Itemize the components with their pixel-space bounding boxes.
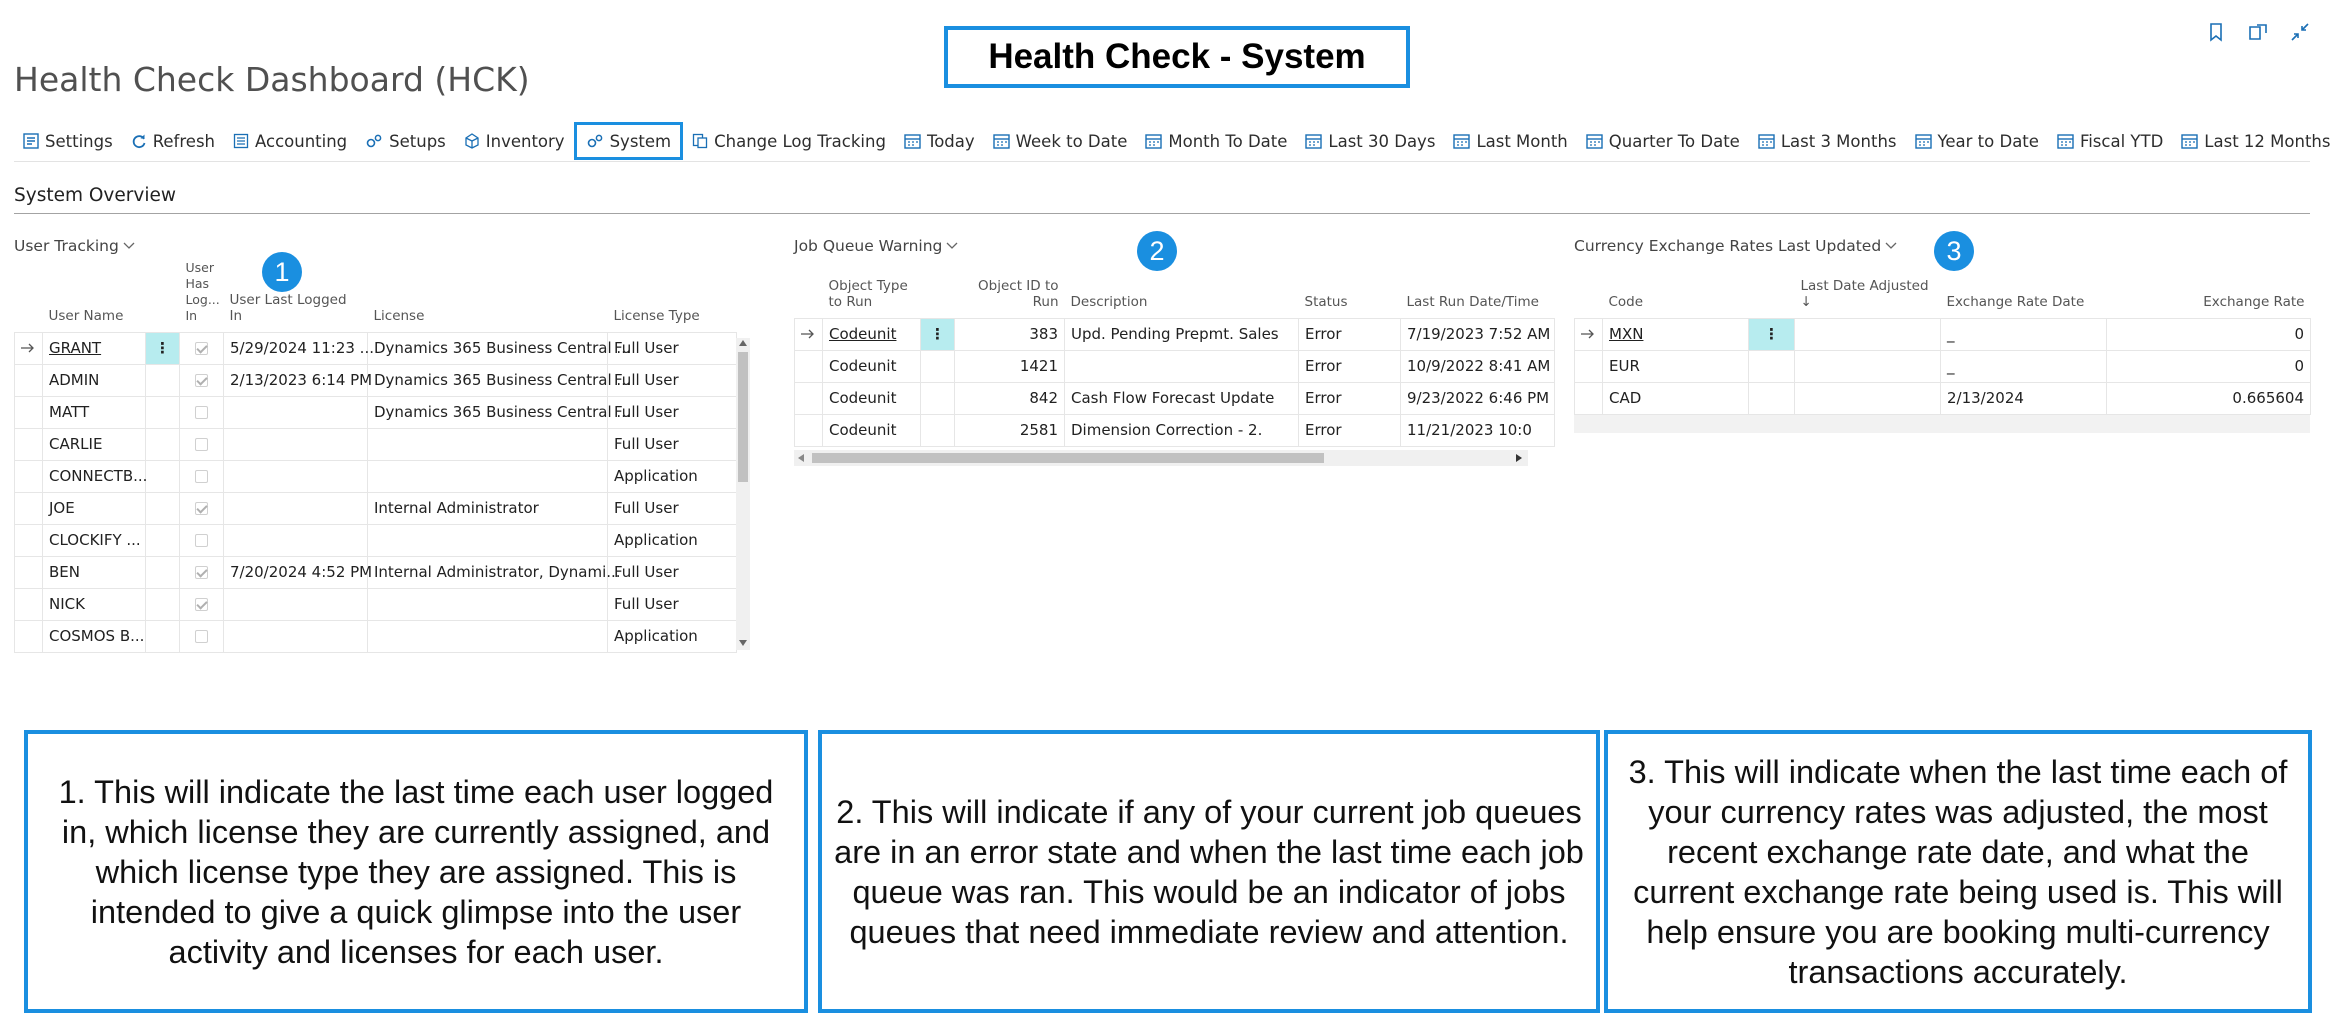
row-actions-cell (146, 396, 180, 428)
bookmark-icon[interactable] (2206, 22, 2226, 42)
table-row[interactable] (15, 524, 737, 556)
job-queue-scrollbar[interactable] (794, 450, 1528, 466)
action-setups[interactable] (356, 122, 455, 160)
arrow-right-icon (21, 343, 35, 353)
action-week-to-date[interactable] (984, 122, 1137, 160)
user-name-cell[interactable] (43, 332, 146, 364)
exchange-rate-date-cell[interactable]: _ (1941, 350, 2107, 382)
table-row[interactable] (15, 428, 737, 460)
more-options-icon: ⋮ (930, 325, 945, 343)
change-log-icon (692, 133, 708, 149)
row-actions-cell (146, 460, 180, 492)
object-type-cell[interactable] (823, 350, 921, 382)
row-actions-cell (146, 588, 180, 620)
calendar-icon (1145, 133, 1162, 149)
currency-code: CAD (1609, 389, 1642, 407)
license-cell: Dynamics 365 Business Central ... (368, 396, 608, 428)
row-actions-cell (146, 556, 180, 588)
row-indicator[interactable] (1575, 350, 1603, 382)
inventory-icon (464, 133, 480, 149)
row-actions-cell (146, 364, 180, 396)
table-row[interactable] (15, 556, 737, 588)
user-name-cell[interactable] (43, 396, 146, 428)
description-cell (1065, 350, 1299, 382)
has-logged-in-cell (180, 460, 224, 492)
action-settings[interactable] (14, 122, 122, 160)
action-label: Last 12 Months (2204, 131, 2331, 151)
action-label: Last 30 Days (1328, 131, 1436, 151)
user-name: CARLIE (49, 435, 103, 453)
table-row[interactable] (15, 364, 737, 396)
table-row[interactable] (15, 492, 737, 524)
row-actions-button[interactable] (1749, 318, 1795, 350)
accounting-icon (233, 133, 249, 149)
status-cell: Error (1299, 350, 1401, 382)
col-last-run[interactable]: Last Run Date/Time (1406, 293, 1539, 310)
license-cell: Internal Administrator, Dynami... (368, 556, 608, 588)
last-logged-in-cell: 2/13/2023 6:14 PM (224, 364, 368, 396)
user-name-cell[interactable] (43, 620, 146, 652)
row-indicator[interactable] (795, 350, 823, 382)
user-name-cell[interactable] (43, 524, 146, 556)
last-logged-in-cell (224, 492, 368, 524)
table-row[interactable] (1575, 318, 2311, 350)
object-type-cell[interactable] (823, 382, 921, 414)
action-label: Month To Date (1168, 131, 1288, 151)
last-logged-in-cell (224, 620, 368, 652)
action-label: Change Log Tracking (714, 131, 886, 151)
badge-3: 3 (1934, 231, 1974, 271)
table-row[interactable] (795, 318, 1555, 350)
chevron-down-icon (123, 242, 135, 250)
last-logged-in-cell: 7/20/2024 4:52 PM (224, 556, 368, 588)
calendar-icon (993, 133, 1010, 149)
row-indicator[interactable] (15, 364, 43, 396)
action-bar-divider (14, 161, 2310, 162)
currency-caption[interactable] (1574, 237, 1897, 255)
action-month-to-date[interactable] (1136, 122, 1296, 160)
setups-icon (365, 133, 383, 149)
user-name-cell[interactable] (43, 428, 146, 460)
page-title: Health Check Dashboard (HCK) (14, 60, 530, 99)
object-type: Codeunit (829, 357, 897, 375)
more-options-icon: ⋮ (1764, 325, 1779, 343)
table-row[interactable] (1575, 382, 2311, 414)
table-row[interactable] (1575, 350, 2311, 382)
user-name: NICK (49, 595, 85, 613)
user-name-cell[interactable] (43, 556, 146, 588)
license-type-cell: Full User (608, 492, 737, 524)
object-type-cell[interactable] (823, 414, 921, 446)
exchange-rate-date-cell[interactable]: 2/13/2024 (1941, 382, 2107, 414)
action-label: System (609, 131, 672, 151)
action-bar (14, 122, 2339, 160)
table-row[interactable] (15, 332, 737, 364)
currency-code: EUR (1609, 357, 1640, 375)
user-name-cell[interactable] (43, 364, 146, 396)
user-name: CLOCKIFY ... (49, 531, 141, 549)
license-type-cell: Full User (608, 428, 737, 460)
row-indicator[interactable] (1575, 318, 1603, 350)
last-date-adjusted-cell (1795, 350, 1941, 382)
action-change-log-tracking[interactable] (683, 122, 895, 160)
status-cell: Error (1299, 318, 1401, 350)
row-actions-cell (1749, 350, 1795, 382)
has-logged-in-cell (180, 556, 224, 588)
checkbox (195, 374, 208, 387)
user-name-cell[interactable] (43, 460, 146, 492)
row-indicator[interactable] (15, 556, 43, 588)
description-cell: Upd. Pending Prepmt. Sales (1065, 318, 1299, 350)
col-exchange-rate-date[interactable]: Exchange Rate Date (1946, 293, 2085, 310)
calendar-icon (1586, 133, 1603, 149)
action-system[interactable] (574, 122, 684, 160)
last-run-cell: 11/21/2023 10:0 (1401, 414, 1555, 446)
job-queue-caption[interactable] (794, 237, 958, 255)
row-actions-cell (146, 428, 180, 460)
has-logged-in-cell (180, 332, 224, 364)
user-tracking-caption[interactable] (14, 237, 135, 255)
user-tracking-scrollbar[interactable] (736, 338, 750, 650)
checkbox (195, 630, 208, 643)
license-cell (368, 460, 608, 492)
exchange-rate-cell[interactable]: 0 (2107, 350, 2311, 382)
row-actions-cell (146, 620, 180, 652)
action-refresh[interactable] (122, 122, 224, 160)
row-actions-cell (921, 382, 955, 414)
action-label: Fiscal YTD (2079, 131, 2164, 151)
action-fiscal-ytd[interactable] (2048, 122, 2172, 160)
action-accounting[interactable] (224, 122, 356, 160)
row-actions-cell (921, 414, 955, 446)
action-today[interactable] (895, 122, 984, 160)
description-cell: Cash Flow Forecast Update (1065, 382, 1299, 414)
row-indicator[interactable] (15, 396, 43, 428)
job-queue-grid (794, 266, 1551, 470)
badge-1: 1 (262, 252, 302, 292)
col-status[interactable]: Status (1304, 293, 1348, 310)
calendar-icon (1453, 133, 1470, 149)
code-cell[interactable] (1603, 350, 1749, 382)
section-divider (14, 213, 2310, 214)
action-label: Accounting (255, 131, 348, 151)
action-label: Quarter To Date (1608, 131, 1740, 151)
callout-2: 2. This will indicate if any of your current job queues are in an error state and when the last time each job queue was ran. This would be an indicator of jobs queues that need immediate review and attention. (818, 730, 1600, 1013)
license-type-cell: Application (608, 620, 737, 652)
col-object-type[interactable]: Object Type to Run (828, 277, 908, 310)
has-logged-in-cell (180, 396, 224, 428)
checkbox (195, 438, 208, 451)
table-row[interactable] (795, 382, 1555, 414)
row-indicator[interactable] (15, 460, 43, 492)
col-description[interactable]: Description (1070, 293, 1148, 310)
exchange-rate-cell[interactable]: 0.665604 (2107, 382, 2311, 414)
currency-grid-footer (1574, 415, 2310, 433)
row-actions-cell (146, 492, 180, 524)
license-type-cell: Full User (608, 396, 737, 428)
license-type-cell: Application (608, 524, 737, 556)
row-indicator[interactable] (795, 414, 823, 446)
exchange-rate-date-cell[interactable]: _ (1941, 318, 2107, 350)
object-id-cell: 1421 (955, 350, 1065, 382)
has-logged-in-cell (180, 620, 224, 652)
last-date-adjusted-cell (1795, 318, 1941, 350)
last-logged-in-cell (224, 396, 368, 428)
row-actions-button[interactable] (146, 332, 180, 364)
action-quarter-to-date[interactable] (1577, 122, 1749, 160)
col-license-type[interactable]: License Type (613, 307, 700, 324)
calendar-icon (2181, 133, 2198, 149)
calendar-icon (2057, 133, 2074, 149)
user-name-cell[interactable] (43, 588, 146, 620)
row-indicator[interactable] (15, 588, 43, 620)
action-label: Setups (389, 131, 446, 151)
license-cell (368, 588, 608, 620)
action-label: Today (926, 131, 975, 151)
table-row[interactable] (15, 588, 737, 620)
arrow-right-icon (801, 329, 815, 339)
license-cell: Internal Administrator (368, 492, 608, 524)
system-icon (586, 133, 604, 149)
status-cell: Error (1299, 414, 1401, 446)
last-run-cell: 7/19/2023 7:52 AM (1401, 318, 1555, 350)
license-type-cell: Full User (608, 364, 737, 396)
license-type-cell: Application (608, 460, 737, 492)
settings-icon (23, 133, 39, 149)
license-cell (368, 524, 608, 556)
user-name[interactable]: GRANT (49, 339, 102, 357)
col-last-date-adjusted[interactable]: Last Date Adjusted ↓ (1800, 277, 1929, 310)
open-new-window-icon[interactable] (2248, 22, 2268, 42)
last-run-cell: 9/23/2022 6:46 PM (1401, 382, 1555, 414)
user-name: BEN (49, 563, 80, 581)
action-year-to-date[interactable] (1906, 122, 2048, 160)
has-logged-in-cell (180, 364, 224, 396)
callout-3: 3. This will indicate when the last time each of your currency rates was adjusted, the most recent exchange rate date, and what the current exchange rate being used is. This will help ensure you are booking multi-currency transactions accurately. (1604, 730, 2312, 1013)
action-inventory[interactable] (455, 122, 574, 160)
action-label: Settings (45, 131, 113, 151)
refresh-icon (131, 133, 147, 149)
table-row[interactable] (795, 414, 1555, 446)
more-options-icon: ⋮ (155, 339, 170, 357)
user-name: MATT (49, 403, 90, 421)
user-name: ADMIN (49, 371, 100, 389)
has-logged-in-cell (180, 428, 224, 460)
table-row[interactable] (15, 460, 737, 492)
license-type-cell: Full User (608, 332, 737, 364)
top-right-icons (2206, 22, 2310, 42)
action-last-3-months[interactable] (1749, 122, 1906, 160)
row-indicator[interactable] (15, 492, 43, 524)
callout-1: 1. This will indicate the last time each user logged in, which license they are currently assigned, and which license type they are assigned. This is intended to give a quick glimpse into the user activity and licenses for each user. (24, 730, 808, 1013)
col-last-logged-in[interactable]: User Last Logged In (229, 291, 347, 324)
badge-2: 2 (1137, 231, 1177, 271)
action-last-month[interactable] (1444, 122, 1576, 160)
checkbox (195, 534, 208, 547)
row-indicator[interactable] (15, 524, 43, 556)
section-title: System Overview (14, 185, 176, 206)
col-exchange-rate[interactable]: Exchange Rate (2203, 293, 2305, 310)
table-row[interactable] (15, 620, 737, 652)
object-type-cell[interactable] (823, 318, 921, 350)
user-tracking-title: User Tracking (14, 237, 119, 255)
has-logged-in-cell (180, 524, 224, 556)
table-row[interactable] (15, 396, 737, 428)
object-id-cell: 2581 (955, 414, 1065, 446)
calendar-icon (1305, 133, 1322, 149)
license-type-cell: Full User (608, 588, 737, 620)
row-indicator[interactable] (15, 620, 43, 652)
currency-code[interactable]: MXN (1609, 325, 1644, 343)
row-indicator[interactable] (795, 382, 823, 414)
col-license[interactable]: License (373, 307, 425, 324)
row-actions-button[interactable] (921, 318, 955, 350)
table-row[interactable] (795, 350, 1555, 382)
action-last-12-months[interactable] (2172, 122, 2339, 160)
calendar-icon (904, 133, 921, 149)
action-label: Last Month (1476, 131, 1568, 151)
col-has-logged-in[interactable]: User Has Log... In (185, 259, 220, 323)
row-actions-cell (921, 350, 955, 382)
code-cell[interactable] (1603, 318, 1749, 350)
chevron-down-icon (946, 242, 958, 250)
checkbox (195, 566, 208, 579)
object-id-cell: 383 (955, 318, 1065, 350)
chevron-down-icon (1885, 242, 1897, 250)
status-cell: Error (1299, 382, 1401, 414)
checkbox (195, 598, 208, 611)
arrow-right-icon (1581, 329, 1595, 339)
row-actions-cell (146, 524, 180, 556)
col-user-name[interactable]: User Name (48, 307, 124, 324)
job-queue-title: Job Queue Warning (794, 237, 943, 255)
calendar-icon (1758, 133, 1775, 149)
license-cell (368, 620, 608, 652)
action-label: Year to Date (1937, 131, 2039, 151)
user-name: COSMOS B... (49, 627, 145, 645)
has-logged-in-cell (180, 492, 224, 524)
user-tracking-grid (14, 258, 750, 650)
has-logged-in-cell (180, 588, 224, 620)
calendar-icon (1915, 133, 1932, 149)
action-last-30-days[interactable] (1296, 122, 1444, 160)
scrollbar-thumb[interactable] (738, 352, 748, 482)
row-indicator[interactable] (15, 428, 43, 460)
last-logged-in-cell (224, 428, 368, 460)
license-cell (368, 428, 608, 460)
license-type-cell: Full User (608, 556, 737, 588)
col-code[interactable]: Code (1608, 293, 1644, 310)
action-label: Week to Date (1015, 131, 1128, 151)
object-type: Codeunit (829, 389, 897, 407)
user-name: JOE (49, 499, 75, 517)
row-indicator[interactable] (1575, 382, 1603, 414)
row-indicator[interactable] (795, 318, 823, 350)
object-type: Codeunit (829, 421, 897, 439)
collapse-icon[interactable] (2290, 22, 2310, 42)
code-cell[interactable] (1603, 382, 1749, 414)
row-indicator[interactable] (15, 332, 43, 364)
action-label: Last 3 Months (1780, 131, 1897, 151)
last-logged-in-cell (224, 588, 368, 620)
currency-grid (1574, 270, 2310, 436)
license-cell: Dynamics 365 Business Central ... (368, 364, 608, 396)
object-id-cell: 842 (955, 382, 1065, 414)
checkbox (195, 406, 208, 419)
last-date-adjusted-cell (1795, 382, 1941, 414)
last-logged-in-cell (224, 460, 368, 492)
last-run-cell: 10/9/2022 8:41 AM (1401, 350, 1555, 382)
checkbox (195, 502, 208, 515)
user-name-cell[interactable] (43, 492, 146, 524)
action-label: Inventory (485, 131, 565, 151)
action-label: Refresh (152, 131, 215, 151)
license-cell: Dynamics 365 Business Central ... (368, 332, 608, 364)
user-name: CONNECTB... (49, 467, 148, 485)
col-object-id[interactable]: Object ID to Run (978, 277, 1059, 310)
object-type[interactable]: Codeunit (829, 325, 897, 343)
currency-title: Currency Exchange Rates Last Updated (1574, 237, 1882, 255)
checkbox (195, 470, 208, 483)
banner-title: Health Check - System (944, 26, 1410, 88)
checkbox (195, 342, 208, 355)
last-logged-in-cell: 5/29/2024 11:23 ... (224, 332, 368, 364)
scrollbar-thumb[interactable] (812, 453, 1324, 463)
exchange-rate-cell[interactable]: 0 (2107, 318, 2311, 350)
last-logged-in-cell (224, 524, 368, 556)
row-actions-cell (1749, 382, 1795, 414)
description-cell: Dimension Correction - 2. (1065, 414, 1299, 446)
